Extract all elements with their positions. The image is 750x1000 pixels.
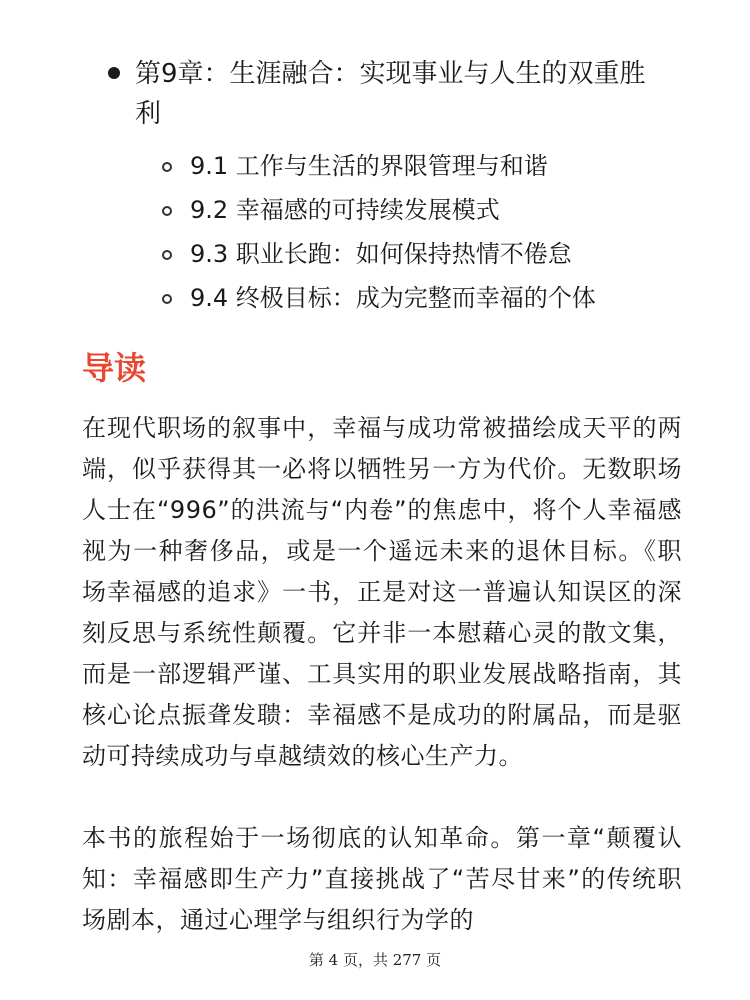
chapter-title: 第9章：生涯融合：实现事业与人生的双重胜利	[135, 59, 646, 129]
section-list-item	[162, 278, 722, 322]
bullet-icon	[108, 67, 120, 79]
section-heading: 导读	[82, 349, 147, 387]
body-paragraph: 本书的旅程始于一场彻底的认知革命。第一章“颠覆认知：幸福感即生产力”直接挑战了“苦尽甘来”的传统职场剧本，通过心理学与组织行为学的	[82, 824, 682, 934]
hollow-bullet-icon	[162, 294, 172, 304]
chapter-list-item	[108, 54, 668, 134]
page-number-footer: 第 4 页，共 277 页	[308, 951, 442, 969]
body-paragraph: 在现代职场的叙事中，幸福与成功常被描绘成天平的两端，似乎获得其一必将以牺牲另一方为代价。无数职场人士在“996”的洪流与“内卷”的焦虑中，将个人幸福感视为一种奢侈品，或是一个遥远未来的退休目标。《职场幸福感的追求》一书，正是对这一普遍认知误区的深刻反思与系统性颠覆。它并非一本慰藉心灵的散文集，而是一部逻辑严谨、工具实用的职业发展战略指南，其核心论点振聋发聩：幸福感不是成功的附属品，而是驱动可持续成功与卓越绩效的核心生产力。	[82, 414, 682, 770]
section-title: 9.1 工作与生活的界限管理与和谐	[190, 152, 548, 180]
hollow-bullet-icon	[162, 206, 172, 216]
hollow-bullet-icon	[162, 250, 172, 260]
section-list-item	[162, 190, 722, 234]
section-title: 9.2 幸福感的可持续发展模式	[190, 196, 500, 224]
section-list-item	[162, 234, 722, 278]
section-list-item	[162, 146, 722, 190]
section-title: 9.4 终极目标：成为完整而幸福的个体	[190, 284, 596, 312]
section-title: 9.3 职业长跑：如何保持热情不倦怠	[190, 240, 572, 268]
section-list	[162, 146, 722, 322]
hollow-bullet-icon	[162, 162, 172, 172]
